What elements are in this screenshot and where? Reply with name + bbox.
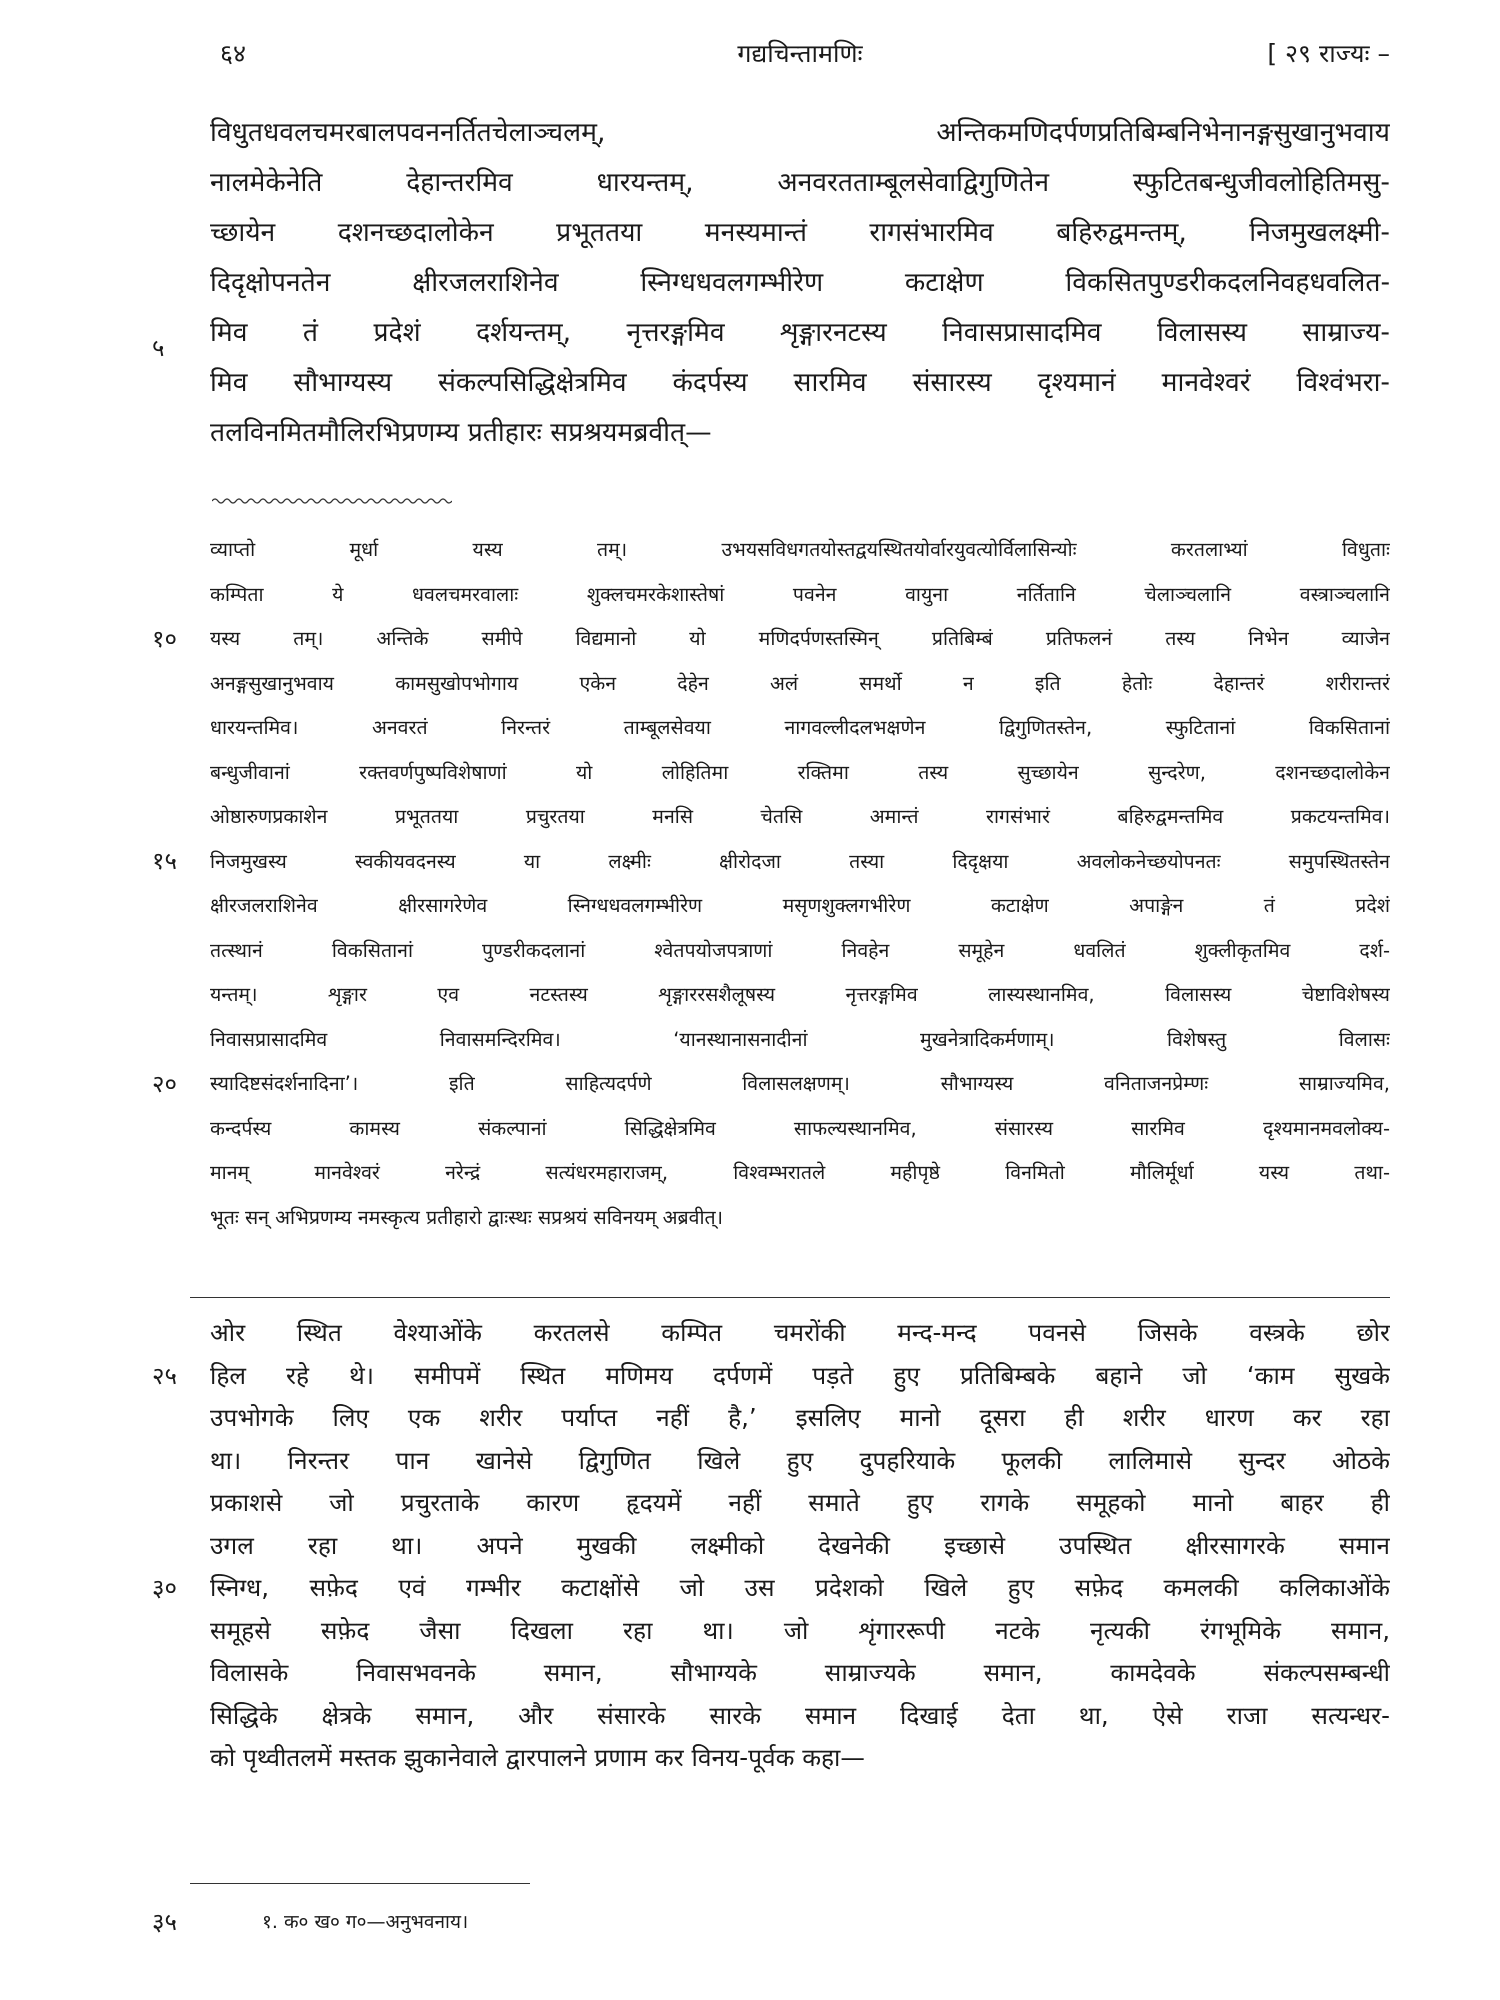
commentary-line: निजमुखस्य स्वकीयवदनस्य या लक्ष्मीः क्षीरोदजा तस्या दिदृक्षया अवलोकनेच्छयोपनतः समुपस्थितस्तेन [210,849,1390,873]
translation-line: प्रकाशसे जो प्रचुरताके कारण हृदयमें नहीं समाते हुए रागके समूहको मानो बाहर ही [210,1488,1390,1517]
book-title: गद्यचिन्तामणिः [737,39,863,68]
commentary-line: मानम् मानवेश्वरं नरेन्द्रं सत्यंधरमहाराजम्, विश्वम्भरातले महीपृष्ठे विनमितो मौलिर्मूर्धा यस्य तथा- [210,1161,1390,1184]
commentary-line: धारयन्तमिव। अनवरतं निरन्तरं ताम्बूलसेवया नागवल्लीदलभक्षणेन द्विगुणितस्तेन, स्फुटितानां विकसितानां [210,716,1390,739]
commentary-line: अनङ्गसुखानुभवाय कामसुखोपभोगाय एकेन देहेन अलं समर्थो न इति हेतोः देहान्तरं शरीरान्तरं [210,671,1390,695]
translation-line: उगल रहा था। अपने मुखकी लक्ष्मीको देखनेकी इच्छासे उपस्थित क्षीरसागरके समान [210,1530,1390,1560]
wavy-separator [212,496,452,506]
line-number-5: ५ [152,334,165,362]
verse-line: मिव तं प्रदेशं दर्शयन्तम्, नृत्तरङ्गमिव शृङ्गारनटस्य निवासप्रासादमिव विलासस्य साम्राज्य- [210,317,1390,348]
line-number-15: १५ [152,847,177,875]
page-number: ६४ [220,39,247,68]
sanskrit-commentary-block [210,528,1390,1240]
footnote-rule [190,1883,530,1884]
verse-line: तलविनमितमौलिरभिप्रणम्य प्रतीहारः सप्रश्रयमब्रवीत्— [210,417,712,448]
commentary-line: तत्स्थानं विकसितानां पुण्डरीकदलानां श्वेतपयोजपत्राणां निवहेन समूहेन धवलितं शुक्लीकृतमिव दर्श- [210,938,1390,962]
verse-line: विधुतधवलचमरबालपवननर्तितचेलाञ्चलम्, अन्तिकमणिदर्पणप्रतिबिम्बनिभेनानङ्गसुखानुभवाय [210,117,1390,148]
commentary-line: बन्धुजीवानां रक्तवर्णपुष्पविशेषाणां यो लोहितिमा रक्तिमा तस्य सुच्छायेन सुन्दरेण, दशनच्छदालोकेन [210,760,1390,784]
commentary-line: व्याप्तो मूर्धा यस्य तम्। उभयसविधगतयोस्तद्वयस्थितयोर्वारयुवत्योर्विलासिन्योः करतलाभ्यां विधुताः [210,538,1390,561]
commentary-line: यस्य तम्। अन्तिके समीपे विद्यमानो यो मणिदर्पणस्तस्मिन् प्रतिबिम्बं प्रतिफलनं तस्य निभेन व्याजेन [210,627,1390,650]
translation-line: समूहसे सफ़ेद जैसा दिखला रहा था। जो शृंगाररूपी नटके नृत्यकी रंगभूमिके समान, [210,1615,1390,1645]
verse-line: मिव सौभाग्यस्य संकल्पसिद्धिक्षेत्रमिव कंदर्पस्य सारमिव संसारस्य दृश्यमानं मानवेश्वरं विश्वंभरा- [210,367,1390,398]
line-number-25: २५ [152,1362,177,1390]
translation-line: स्निग्ध, सफ़ेद एवं गम्भीर कटाक्षोंसे जो उस प्रदेशको खिले हुए सफ़ेद कमलकी कलिकाओंके [210,1573,1390,1602]
verse-line: दिदृक्षोपनतेन क्षीरजलराशिनेव स्निग्धधवलगम्भीरेण कटाक्षेण विकसितपुण्डरीकदलनिवहधवलित- [210,267,1390,298]
commentary-line: कन्दर्पस्य कामस्य संकल्पानां सिद्धिक्षेत्रमिव साफल्यस्थानमिव, संसारस्य सारमिव दृश्यमानमवलोक्य- [210,1116,1390,1140]
verse-line: नालमेकेनेति देहान्तरमिव धारयन्तम्, अनवरतताम्बूलसेवाद्विगुणितेन स्फुटितबन्धुजीवलोहितिमसु- [210,167,1390,198]
translation-line: विलासके निवासभवनके समान, सौभाग्यके साम्राज्यके समान, कामदेवके संकल्पसम्बन्धी [210,1658,1390,1687]
translation-line: उपभोगके लिए एक शरीर पर्याप्त नहीं है,’ इसलिए मानो दूसरा ही शरीर धारण कर रहा [210,1403,1390,1432]
verse-line: च्छायेन दशनच्छदालोकेन प्रभूततया मनस्यमान्तं रागसंभारमिव बहिरुद्वमन्तम्, निजमुखलक्ष्मी- [210,217,1390,248]
sanskrit-verse-block [210,108,1390,458]
line-number-30: ३० [152,1574,177,1602]
commentary-line: यन्तम्। शृङ्गार एव नटस्तस्य शृङ्गाररसशैलूषस्य नृत्तरङ्गमिव लास्यस्थानमिव, विलासस्य चेष्टाविशेषस्य [210,983,1390,1006]
running-header [210,36,1390,76]
translation-line: ओर स्थित वेश्याओंके करतलसे कम्पित चमरोंकी मन्द-मन्द पवनसे जिसके वस्त्रके छोर [210,1318,1390,1347]
line-number-20: २० [152,1070,177,1098]
commentary-line: ओष्ठारुणप्रकाशेन प्रभूततया प्रचुरतया मनसि चेतसि अमान्तं रागसंभारं बहिरुद्वमन्तमिव प्रकटयन्तमिव। [210,805,1390,828]
footnote: १. क० ख० ग०—अनुभवनाय। [262,1911,469,1933]
commentary-line: कम्पिता ये धवलचमरवालाः शुक्लचमरकेशास्तेषां पवनेन वायुना नर्तितानि चेलाञ्चलानि वस्त्राञ्चलानि [210,582,1390,606]
commentary-line: स्यादिष्टसंदर्शनादिना’। इति साहित्यदर्पणे विलासलक्षणम्। सौभाग्यस्य वनिताजनप्रेम्णः साम्राज्यमिव, [210,1072,1390,1095]
line-number-10: १० [152,625,177,653]
section-divider [190,1297,1390,1298]
translation-line: सिद्धिके क्षेत्रके समान, और संसारके सारके समान दिखाई देता था, ऐसे राजा सत्यन्धर- [210,1700,1390,1730]
hindi-translation-block [210,1312,1390,1780]
commentary-line: निवासप्रासादमिव निवासमन्दिरमिव। ‘यानस्थानासनादीनां मुखनेत्रादिकर्मणाम्। विशेषस्तु विलासः [210,1027,1390,1051]
translation-line: को पृथ्वीतलमें मस्तक झुकानेवाले द्वारपालने प्रणाम कर विनय-पूर्वक कहा— [210,1743,865,1772]
line-number-35: ३५ [152,1908,177,1936]
translation-line: हिल रहे थे। समीपमें स्थित मणिमय दर्पणमें पड़ते हुए प्रतिबिम्बके बहाने जो ‘काम सुखके [210,1360,1390,1390]
translation-line: था। निरन्तर पान खानेसे द्विगुणित खिले हुए दुपहरियाके फूलकी लालिमासे सुन्दर ओठके [210,1445,1390,1475]
commentary-line: क्षीरजलराशिनेव क्षीरसागरेणेव स्निग्धधवलगम्भीरेण मसृणशुक्लगभीरेण कटाक्षेण अपाङ्गेन तं प्रदेशं [210,894,1390,917]
commentary-line: भूतः सन् अभिप्रणम्य नमस्कृत्य प्रतीहारो द्वाःस्थः सप्रश्रयं सविनयम् अब्रवीत्। [210,1205,724,1229]
section-marker: [ २९ राज्यः – [1267,39,1390,68]
